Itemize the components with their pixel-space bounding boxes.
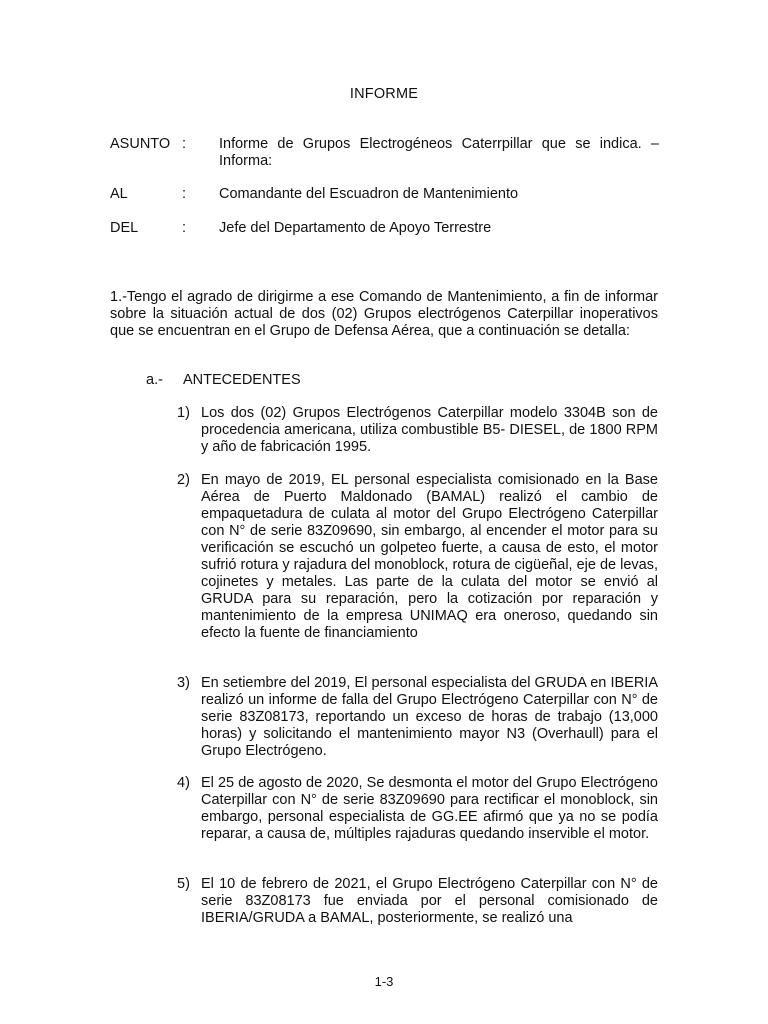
item-text: En mayo de 2019, EL personal especialista comisionado en la Base Aérea de Puerto Maldonado (BAMAL) realizó el cambio de empaquetadura de culata al motor del Grupo Electrógeno Caterpillar con N° de serie 83Z09690, sin embargo, al encender el motor para su verificación se escuchó un golpeteo fuerte, a causa de esto, el motor sufrió rotura y rajadura del monoblock, rotura de cigüeñal, eje de levas, cojinetes y metales. Las parte de la culata del motor se envió al GRUDA para su reparación, pero la cotización por reparación y mantenimiento de la empresa UNIMAQ era oneroso, quedando sin efecto la fuente de financiamiento [201,472,659,641]
del-value: Jefe del Departamento de Apoyo Terrestre [219,220,492,236]
del-colon: : [182,220,187,236]
page-number: 1-3 [374,974,394,989]
item-number: 4) [177,775,190,791]
item-text: Los dos (02) Grupos Electrógenos Caterpillar modelo 3304B son de procedencia americana, utiliza combustible B5- DIESEL, de 1800 RPM y año de fabricación 1995. [201,405,658,455]
asunto-label: ASUNTO [110,136,171,152]
list-item [177,775,658,843]
al-colon: : [182,186,187,202]
al-label: AL [110,186,128,202]
item-number: 2) [177,472,190,488]
intro-paragraph: 1.-Tengo el agrado de dirigirme a ese Comando de Mantenimiento, a fin de informar sobre la situación actual de dos (02) Grupos electrógenos Caterpillar inoperativos que se encuentran en el Grupo de Defensa Aérea, que a continuación se detalla: [110,289,658,339]
item-text: El 25 de agosto de 2020, Se desmonta el motor del Grupo Electrógeno Caterpillar con N° de serie 83Z09690 para rectificar el monoblock, sin embargo, personal especialista de GG.EE afirmó que ya no se podía reparar, a causa de, múltiples rajaduras quedando inservible el motor. [201,775,658,842]
item-number: 1) [177,405,190,421]
document-title: INFORME [349,86,419,102]
section-marker: a.- [146,372,163,388]
section-title: ANTECEDENTES [183,372,301,388]
item-text: El 10 de febrero de 2021, el Grupo Electrógeno Caterpillar con N° de serie 83Z08173 fue enviada por el personal comisionado de IBERIA/GRUDA a BAMAL, posteriormente, se realizó una [201,876,658,926]
asunto-colon: : [182,136,187,152]
list-item [177,472,658,642]
del-label: DEL [110,220,139,236]
item-number: 3) [177,675,190,691]
asunto-value: Informe de Grupos Electrogéneos Caterrpillar que se indica. – Informa: [219,136,659,169]
item-text: En setiembre del 2019, El personal especialista del GRUDA en IBERIA realizó un informe de falla del Grupo Electrógeno Caterpillar con N° de serie 83Z08173, reportando un exceso de horas de trabajo (13,000 horas) y solicitando el mantenimiento mayor N3 (Overhaull) para el Grupo Electrógeno. [201,675,658,759]
list-item [177,675,658,760]
al-value: Comandante del Escuadron de Mantenimiento [219,186,519,202]
list-item [177,405,658,456]
list-item [177,876,658,927]
item-number: 5) [177,876,190,892]
